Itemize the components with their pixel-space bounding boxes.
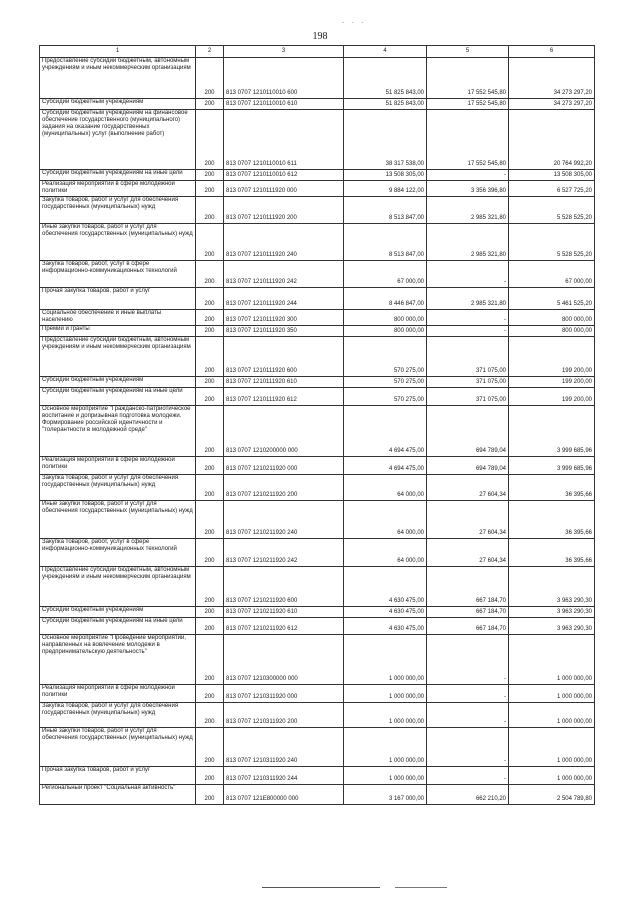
row-code-cell: 200 [196, 377, 224, 388]
row-code-cell: 200 [196, 607, 224, 618]
row-approved-cell: 64 000,00 [344, 475, 427, 501]
row-code-cell: 200 [196, 337, 224, 377]
table-row [40, 728, 595, 767]
row-name-cell: Социальное обеспечение и иные выплаты населению [40, 310, 196, 326]
column-header: 3 [224, 46, 344, 58]
row-approved-cell: 13 508 305,00 [344, 170, 427, 181]
row-executed-cell: 694 789,04 [427, 457, 509, 475]
row-name-cell: Реализация мероприятий в сфере молодежной политики [40, 181, 196, 197]
row-executed-cell: - [427, 767, 509, 785]
row-remaining-cell: 36 395,66 [509, 475, 595, 501]
row-executed-cell: 17 552 545,80 [427, 99, 509, 110]
table-row [40, 567, 595, 607]
row-executed-cell: - [427, 728, 509, 767]
table-row [40, 388, 595, 406]
row-classifier-cell: 813 0707 1210111920 610 [224, 377, 344, 388]
row-executed-cell: 17 552 545,80 [427, 110, 509, 170]
row-approved-cell: 64 000,00 [344, 501, 427, 539]
row-code-cell: 200 [196, 767, 224, 785]
row-executed-cell: 667 184,70 [427, 607, 509, 618]
row-remaining-cell: 3 963 290,30 [509, 618, 595, 635]
table-row [40, 110, 595, 170]
table-row [40, 406, 595, 457]
row-name-cell: Предоставление субсидий бюджетным, автономным учреждениям и иным некоммерческим организациям [40, 58, 196, 99]
row-name-cell: Субсидии бюджетным учреждениям [40, 99, 196, 110]
row-approved-cell: 1 000 000,00 [344, 635, 427, 685]
row-executed-cell: 27 604,34 [427, 539, 509, 567]
table-body [40, 58, 595, 805]
table-row [40, 475, 595, 501]
row-name-cell: Основное мероприятие "Проведение мероприятий, направленных на вовлечение молодежи в предпринимательскую деятельность" [40, 635, 196, 685]
row-executed-cell: 662 210,20 [427, 785, 509, 805]
budget-execution-table [39, 45, 595, 805]
row-remaining-cell: 1 000 000,00 [509, 635, 595, 685]
row-classifier-cell: 813 0707 1210111920 200 [224, 197, 344, 224]
row-name-cell: Закупка товаров, работ и услуг для обеспечения государственных (муниципальных) нужд [40, 703, 196, 728]
row-approved-cell: 800 000,00 [344, 326, 427, 337]
table-row [40, 501, 595, 539]
row-approved-cell: 3 167 000,00 [344, 785, 427, 805]
row-code-cell: 200 [196, 110, 224, 170]
row-name-cell: Реализация мероприятий в сфере молодежной политики [40, 685, 196, 703]
row-approved-cell: 64 000,00 [344, 539, 427, 567]
row-code-cell: 200 [196, 58, 224, 99]
table-row [40, 785, 595, 805]
row-approved-cell: 51 825 843,00 [344, 99, 427, 110]
row-remaining-cell: 199 200,00 [509, 377, 595, 388]
row-remaining-cell: 34 273 297,20 [509, 58, 595, 99]
row-classifier-cell: 813 0707 1210110010 600 [224, 58, 344, 99]
row-remaining-cell: 800 000,00 [509, 326, 595, 337]
row-executed-cell: - [427, 326, 509, 337]
table-header-row [40, 46, 595, 58]
row-approved-cell: 570 275,00 [344, 377, 427, 388]
row-classifier-cell: 813 0707 1210111920 240 [224, 224, 344, 261]
row-code-cell: 200 [196, 181, 224, 197]
row-remaining-cell: 1 000 000,00 [509, 728, 595, 767]
row-code-cell: 200 [196, 685, 224, 703]
row-remaining-cell: 13 508 305,00 [509, 170, 595, 181]
row-executed-cell: 2 985 321,80 [427, 224, 509, 261]
row-code-cell: 200 [196, 406, 224, 457]
row-approved-cell: 67 000,00 [344, 261, 427, 288]
row-remaining-cell: 5 461 525,20 [509, 288, 595, 310]
row-remaining-cell: 2 504 789,80 [509, 785, 595, 805]
row-approved-cell: 4 694 475,00 [344, 457, 427, 475]
table-row [40, 635, 595, 685]
row-remaining-cell: 199 200,00 [509, 388, 595, 406]
row-name-cell: Прочая закупка товаров, работ и услуг [40, 288, 196, 310]
row-name-cell: Основное мероприятие "Гражданско-патриотическое воспитание и допризывная подготовка молодежи. Формирование российской идентичности и "толерантности в молодежной среде" [40, 406, 196, 457]
row-code-cell: 200 [196, 197, 224, 224]
row-name-cell: Субсидии бюджетным учреждениям на иные цели [40, 388, 196, 406]
row-remaining-cell: 5 528 525,20 [509, 197, 595, 224]
row-approved-cell: 800 000,00 [344, 310, 427, 326]
row-remaining-cell: 6 527 725,20 [509, 181, 595, 197]
row-code-cell: 200 [196, 618, 224, 635]
row-code-cell: 200 [196, 326, 224, 337]
row-classifier-cell: 813 0707 1210111920 350 [224, 326, 344, 337]
row-approved-cell: 1 000 000,00 [344, 767, 427, 785]
row-classifier-cell: 813 0707 1210211920 600 [224, 567, 344, 607]
table-row [40, 618, 595, 635]
row-remaining-cell: 1 000 000,00 [509, 685, 595, 703]
row-code-cell: 200 [196, 457, 224, 475]
table-row [40, 224, 595, 261]
row-approved-cell: 4 630 475,00 [344, 567, 427, 607]
row-classifier-cell: 813 0707 1210211920 000 [224, 457, 344, 475]
row-remaining-cell: 3 963 290,30 [509, 607, 595, 618]
row-classifier-cell: 813 0707 1210111920 000 [224, 181, 344, 197]
row-approved-cell: 8 513 847,00 [344, 224, 427, 261]
table-row [40, 58, 595, 99]
row-executed-cell: 17 552 545,80 [427, 58, 509, 99]
row-classifier-cell: 813 0707 1210111920 244 [224, 288, 344, 310]
row-executed-cell: - [427, 170, 509, 181]
row-code-cell: 200 [196, 224, 224, 261]
row-name-cell: Региональный проект "Социальная активность" [40, 785, 196, 805]
row-executed-cell: 694 789,04 [427, 406, 509, 457]
row-executed-cell: 3 356 396,80 [427, 181, 509, 197]
row-executed-cell: - [427, 685, 509, 703]
table-row [40, 337, 595, 377]
row-remaining-cell: 3 999 685,96 [509, 457, 595, 475]
row-name-cell: Закупка товаров, работ и услуг для обеспечения государственных (муниципальных) нужд [40, 475, 196, 501]
row-classifier-cell: 813 0707 1210111920 300 [224, 310, 344, 326]
row-code-cell: 200 [196, 567, 224, 607]
row-classifier-cell: 813 0707 1210111920 242 [224, 261, 344, 288]
row-code-cell: 200 [196, 310, 224, 326]
row-classifier-cell: 813 0707 1210110010 612 [224, 170, 344, 181]
row-executed-cell: - [427, 703, 509, 728]
row-remaining-cell: 36 395,66 [509, 501, 595, 539]
row-remaining-cell: 5 528 525,20 [509, 224, 595, 261]
table-row [40, 326, 595, 337]
row-name-cell: Прочая закупка товаров, работ и услуг [40, 767, 196, 785]
table-row [40, 310, 595, 326]
row-name-cell: Предоставление субсидий бюджетным, автономным учреждениям и иным некоммерческим организациям [40, 337, 196, 377]
row-classifier-cell: 813 0707 1210311920 000 [224, 685, 344, 703]
row-classifier-cell: 813 0707 1210111920 612 [224, 388, 344, 406]
table-row [40, 767, 595, 785]
row-approved-cell: 8 446 847,00 [344, 288, 427, 310]
footer-rule [262, 887, 380, 888]
row-remaining-cell: 3 999 685,96 [509, 406, 595, 457]
row-approved-cell: 9 884 122,00 [344, 181, 427, 197]
row-executed-cell: - [427, 635, 509, 685]
row-code-cell: 200 [196, 388, 224, 406]
row-name-cell: Иные закупки товаров, работ и услуг для обеспечения государственных (муниципальных) нужд [40, 501, 196, 539]
row-classifier-cell: 813 0707 1210200000 000 [224, 406, 344, 457]
row-approved-cell: 8 513 847,00 [344, 197, 427, 224]
column-header: 5 [427, 46, 509, 58]
row-name-cell: Предоставление субсидий бюджетным, автономным учреждениям и иным некоммерческим организациям [40, 567, 196, 607]
row-name-cell: Закупка товаров, работ и услуг для обеспечения государственных (муниципальных) нужд [40, 197, 196, 224]
row-approved-cell: 4 694 475,00 [344, 406, 427, 457]
row-remaining-cell: 20 764 992,20 [509, 110, 595, 170]
table-row [40, 197, 595, 224]
row-approved-cell: 1 000 000,00 [344, 703, 427, 728]
row-approved-cell: 570 275,00 [344, 388, 427, 406]
row-name-cell: Субсидии бюджетным учреждениям [40, 377, 196, 388]
row-classifier-cell: 813 0707 1210211920 240 [224, 501, 344, 539]
row-classifier-cell: 813 0707 1210211920 242 [224, 539, 344, 567]
row-name-cell: Закупка товаров, работ, услуг в сфере информационно-коммуникационных технологий [40, 261, 196, 288]
column-header: 2 [196, 46, 224, 58]
row-code-cell: 200 [196, 785, 224, 805]
row-executed-cell: 27 604,34 [427, 501, 509, 539]
row-code-cell: 200 [196, 261, 224, 288]
row-approved-cell: 4 630 475,00 [344, 618, 427, 635]
row-executed-cell: 667 184,70 [427, 618, 509, 635]
row-approved-cell: 51 825 843,00 [344, 58, 427, 99]
row-remaining-cell: 67 000,00 [509, 261, 595, 288]
row-code-cell: 200 [196, 728, 224, 767]
row-executed-cell: 371 075,00 [427, 388, 509, 406]
row-approved-cell: 38 317 538,00 [344, 110, 427, 170]
row-executed-cell: - [427, 261, 509, 288]
row-name-cell: Субсидии бюджетным учреждениям на иные цели [40, 170, 196, 181]
row-code-cell: 200 [196, 170, 224, 181]
row-classifier-cell: 813 0707 1210211920 200 [224, 475, 344, 501]
row-classifier-cell: 813 0707 121E800000 000 [224, 785, 344, 805]
row-executed-cell: 27 604,34 [427, 475, 509, 501]
table-row [40, 457, 595, 475]
row-remaining-cell: 36 395,66 [509, 539, 595, 567]
row-executed-cell: - [427, 310, 509, 326]
row-code-cell: 200 [196, 501, 224, 539]
row-code-cell: 200 [196, 288, 224, 310]
row-remaining-cell: 1 000 000,00 [509, 767, 595, 785]
row-remaining-cell: 800 000,00 [509, 310, 595, 326]
row-classifier-cell: 813 0707 1210110010 611 [224, 110, 344, 170]
column-header: 4 [344, 46, 427, 58]
table-row [40, 703, 595, 728]
row-remaining-cell: 34 273 297,20 [509, 99, 595, 110]
row-code-cell: 200 [196, 703, 224, 728]
row-code-cell: 200 [196, 475, 224, 501]
table-row [40, 181, 595, 197]
row-approved-cell: 4 630 475,00 [344, 607, 427, 618]
row-classifier-cell: 813 0707 1210300000 000 [224, 635, 344, 685]
row-name-cell: Иные закупки товаров, работ и услуг для обеспечения государственных (муниципальных) нужд [40, 728, 196, 767]
row-code-cell: 200 [196, 635, 224, 685]
row-name-cell: Субсидии бюджетным учреждениям на финансовое обеспечение государственного (муниципального) задания на оказание государственных (муниципальных) услуг (выполнение работ) [40, 110, 196, 170]
row-classifier-cell: 813 0707 1210311920 244 [224, 767, 344, 785]
row-classifier-cell: 813 0707 1210211920 610 [224, 607, 344, 618]
row-remaining-cell: 3 963 290,30 [509, 567, 595, 607]
table-row [40, 539, 595, 567]
row-classifier-cell: 813 0707 1210311920 240 [224, 728, 344, 767]
row-classifier-cell: 813 0707 1210211920 612 [224, 618, 344, 635]
table-row [40, 261, 595, 288]
footer-rule [395, 887, 447, 888]
page-number: 198 [312, 31, 328, 42]
row-name-cell: Иные закупки товаров, работ и услуг для обеспечения государственных (муниципальных) нужд [40, 224, 196, 261]
row-classifier-cell: 813 0707 1210110010 610 [224, 99, 344, 110]
row-code-cell: 200 [196, 539, 224, 567]
row-executed-cell: 667 184,70 [427, 567, 509, 607]
table-row [40, 377, 595, 388]
row-executed-cell: 371 075,00 [427, 337, 509, 377]
row-approved-cell: 1 000 000,00 [344, 728, 427, 767]
row-approved-cell: 570 275,00 [344, 337, 427, 377]
table-row [40, 685, 595, 703]
row-executed-cell: 2 985 321,80 [427, 197, 509, 224]
table-row [40, 288, 595, 310]
table-row [40, 99, 595, 110]
column-header: 6 [509, 46, 595, 58]
row-name-cell: Субсидии бюджетным учреждениям на иные цели [40, 618, 196, 635]
table-row [40, 170, 595, 181]
row-remaining-cell: 199 200,00 [509, 337, 595, 377]
row-executed-cell: 2 985 321,80 [427, 288, 509, 310]
table-row [40, 607, 595, 618]
row-remaining-cell: 1 000 000,00 [509, 703, 595, 728]
row-approved-cell: 1 000 000,00 [344, 685, 427, 703]
row-code-cell: 200 [196, 99, 224, 110]
row-name-cell: Премии и гранты [40, 326, 196, 337]
column-header: 1 [40, 46, 196, 58]
row-classifier-cell: 813 0707 1210111920 600 [224, 337, 344, 377]
row-name-cell: Субсидии бюджетным учреждениям [40, 607, 196, 618]
row-classifier-cell: 813 0707 1210311920 200 [224, 703, 344, 728]
scan-marks: - - - [342, 20, 367, 26]
row-name-cell: Закупка товаров, работ, услуг в сфере информационно-коммуникационных технологий [40, 539, 196, 567]
row-name-cell: Реализация мероприятий в сфере молодежной политики [40, 457, 196, 475]
row-executed-cell: 371 075,00 [427, 377, 509, 388]
